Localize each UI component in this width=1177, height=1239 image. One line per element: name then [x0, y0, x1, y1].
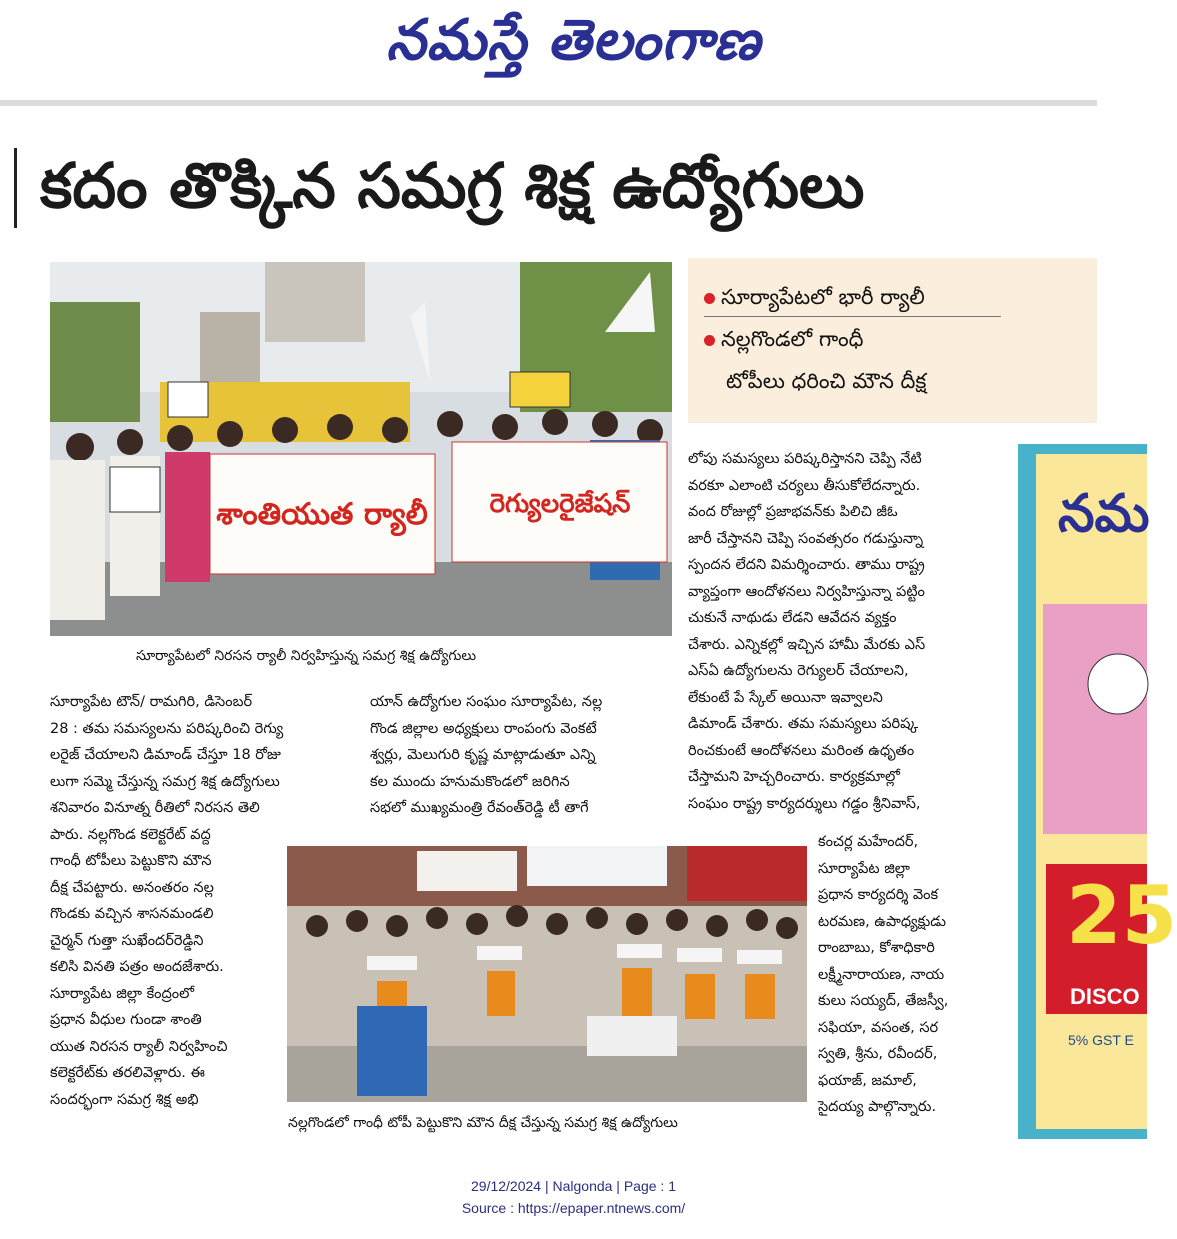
- masthead-rule: [0, 100, 1097, 106]
- article-column-3-narrow: [818, 829, 988, 1121]
- article-line: డిమాండ్‌ చేశారు. తమ సమస్యలు పరిష్క: [688, 716, 919, 732]
- article-line: దీక్ష చేపట్టారు. అనంతరం నల్ల: [50, 879, 214, 896]
- article-line: లేకుంటే పే స్కేల్‌ అయినా ఇవ్వాలని: [688, 689, 883, 706]
- headline-bar: [14, 148, 17, 228]
- masthead: [0, 0, 1147, 96]
- article-line: సూర్యాపేట జిల్లా కేంద్రంలో: [50, 985, 195, 1002]
- article-line: గొండ జిల్లాల అధ్యక్షులు రాంపంగు వెంకటే: [370, 720, 597, 737]
- ad-discount: DISCO: [1070, 984, 1140, 1009]
- highlight-item: నల్లగొండలో గాంధీ: [704, 322, 863, 356]
- bullet-dot-icon: [704, 293, 715, 304]
- rally-photo: [50, 262, 672, 636]
- ad-brand: నమ: [1058, 484, 1150, 544]
- banner-right-text: రెగ్యులరైజేషన్: [489, 489, 631, 519]
- article-line: జారీ చేస్తానని చెప్పి సంవత్సరం గడుస్తున్నా: [688, 530, 924, 547]
- article-line: స్వతి, శ్రీను, రవీందర్‌,: [818, 1046, 938, 1062]
- highlight-divider: [704, 316, 1001, 317]
- headline: కదం తొక్కిన సమగ్ర శిక్ష ఉద్యోగులు: [40, 149, 865, 222]
- article-line: రించకుంటే ఆందోళనలు మరింత ఉధృతం: [688, 742, 915, 759]
- article-line: శనివారం వినూత్న రీతిలో నిరసన తెలి: [50, 800, 260, 816]
- protest-photo: [287, 846, 807, 1102]
- article-line: సూర్యాపేట టౌన్‌/ రామగిరి, డిసెంబర్‌: [50, 694, 253, 710]
- article-line: గాంధీ టోపీలు పెట్టుకొని మౌన: [50, 853, 212, 869]
- article-line: గొండకు వచ్చిన శాసనమండలి: [50, 906, 214, 922]
- article-line: యుత నిరసన ర్యాలీ నిర్వహించి: [50, 1038, 228, 1055]
- article-line: కులు సయ్యద్‌, తేజస్వీ,: [818, 993, 949, 1009]
- article-line: సూర్యాపేట జిల్లా: [818, 860, 910, 877]
- article-line: కంచర్ల మహేందర్‌,: [818, 834, 919, 850]
- article-line: రాంబాబు, కోశాధికారి: [818, 940, 935, 956]
- article-line: ప్రధాన కార్యదర్శి వెంక: [818, 887, 939, 903]
- advertisement: [1018, 444, 1177, 1139]
- article-line: చుకునే నాథుడు లేడని ఆవేదన వ్యక్తం: [688, 610, 897, 626]
- article-line: చేస్తామని హెచ్చరించారు. కార్యక్రమాల్లో: [688, 769, 900, 785]
- article-line: స్పందన లేదని విమర్శించారు. తాము రాష్ట్ర: [688, 557, 925, 573]
- article-line: కల ముందు హనుమకొండలో జరిగిన: [370, 773, 570, 790]
- article-line: టరమణ, ఉపాధ్యక్షుడు: [818, 913, 946, 930]
- article-line: యాన్‌ ఉద్యోగుల సంఘం సూర్యాపేట, నల్ల: [370, 694, 603, 710]
- article-line: ఫయాజ్‌, జమాల్‌,: [818, 1072, 917, 1089]
- article-line: పారు. నల్లగొండ కలెక్టరేట్‌ వద్ద: [50, 826, 211, 843]
- protest-photo-caption: నల్లగొండలో గాంధీ టోపీ పెట్టుకొని మౌన దీక్ష చేస్తున్న సమగ్ర శిక్ష ఉద్యోగులు: [288, 1115, 678, 1131]
- banner-left-text: శాంతియుత ర్యాలీ: [216, 497, 428, 532]
- article-line: వరకూ ఎలాంటి చర్యలు తీసుకోలేదన్నారు.: [688, 477, 921, 494]
- article-line: వ్యాప్తంగా ఆందోళనలు నిర్వహిస్తున్నా పట్టిం: [688, 583, 925, 600]
- article-line: సఫియా, వసంత, సర: [818, 1019, 939, 1036]
- article-line: 28 : తమ సమస్యలను పరిష్కరించి రెగ్యు: [50, 720, 284, 737]
- highlights-box: [688, 258, 1097, 423]
- article-line: సందర్భంగా సమగ్ర శిక్ష అభి: [50, 1091, 199, 1108]
- article-line: ఎస్‌ఏ ఉద్యోగులను రెగ్యులర్‌ చేయాలని,: [688, 663, 909, 679]
- newspaper-title: నమస్తే తెలంగాణ: [386, 8, 761, 73]
- article-line: లరైజ్‌ చేయాలని డిమాండ్‌ చేస్తూ 18 రోజు: [50, 747, 281, 763]
- article-column-3: [688, 446, 988, 817]
- article-line: చైర్మన్‌ గుత్తా సుఖేందర్‌రెడ్డిని: [50, 932, 204, 949]
- rally-photo-caption: సూర్యాపేటలో నిరసన ర్యాలీ నిర్వహిస్తున్న సమగ్ర శిక్ష ఉద్యోగులు: [136, 648, 477, 664]
- ad-gst: 5% GST E: [1068, 1032, 1134, 1048]
- footer-source: Source : https://epaper.ntnews.com/: [461, 1200, 686, 1216]
- article-line: శ్వర్లు, మెలుగురి కృష్ణ మాట్లాడుతూ ఎన్ని: [370, 747, 596, 763]
- article-line: లోపు సమస్యలు పరిష్కరిస్తానని చెప్పి నేటి: [688, 451, 922, 467]
- article-column-2: [370, 689, 670, 822]
- footer-edition: 29/12/2024 | Nalgonda | Page : 1: [471, 1178, 676, 1194]
- highlight-item-continuation: టోపీలు ధరించి మౌన దీక్ష: [726, 369, 927, 393]
- highlight-item: సూర్యాపేటలో భారీ ర్యాలీ: [704, 280, 925, 314]
- article-line: వంద రోజుల్లో ప్రజాభవన్‌కు పిలిచి జీఓ: [688, 504, 898, 520]
- article-line: కలెక్టరేట్‌కు తరలివెళ్లారు. ఈ: [50, 1065, 205, 1081]
- article-line: సభలో ముఖ్యమంత్రి రేవంత్‌రెడ్డి టీ తాగే: [370, 800, 589, 816]
- ad-number: 25: [1066, 869, 1177, 962]
- bullet-dot-icon: [704, 335, 715, 346]
- article-line: లుగా సమ్మె చేస్తున్న సమగ్ర శిక్ష ఉద్యోగులు: [50, 773, 280, 790]
- article-line: సంఘం రాష్ట్ర కార్యదర్శులు గడ్డం శ్రీనివాస్‌,: [688, 795, 921, 812]
- article-line: ప్రధాన వీధుల గుండా శాంతి: [50, 1012, 202, 1028]
- article-line: సైదయ్య పాల్గొన్నారు.: [818, 1099, 937, 1115]
- article-line: చేశారు. ఎన్నికల్లో ఇచ్చిన హామీ మేరకు ఎస్‌: [688, 636, 926, 653]
- article-line: కలిసి వినతి పత్రం అందజేశారు.: [50, 959, 224, 975]
- article-line: లక్ష్మీనారాయణ, నాయ: [818, 966, 945, 983]
